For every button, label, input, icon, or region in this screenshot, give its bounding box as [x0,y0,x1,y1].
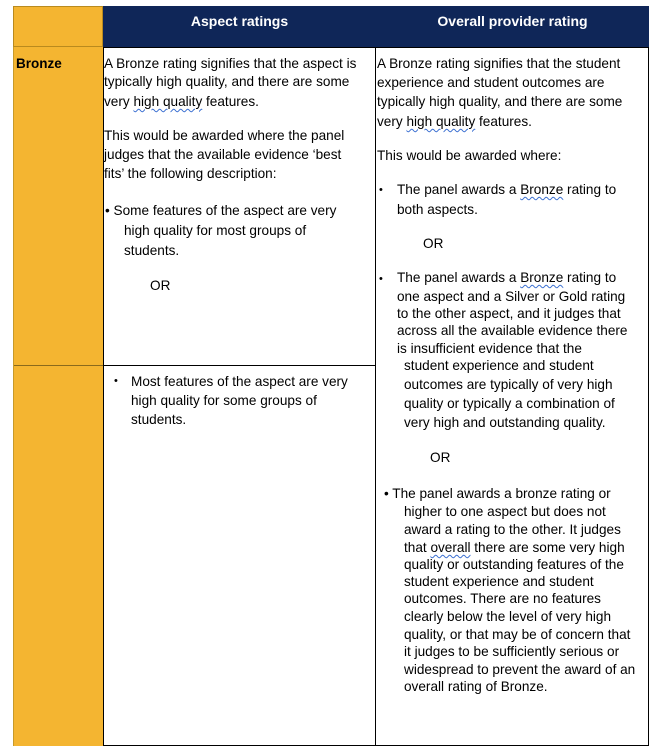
aspect-bullet2-marker: • [114,375,118,387]
overall-bullet2-marker: • [379,273,383,285]
overall-bullet1-line1-start: The panel awards a [397,182,521,197]
row-label-bronze: Bronze [16,56,62,71]
aspect-para2-line1: This would be awarded where the panel [104,128,345,143]
overall-bullet3-line9: quality, or that may be of concern that [404,627,631,642]
overall-high-quality-text: high quality [406,114,476,129]
overall-para1-line4 [377,113,532,131]
overall-para1-line4-end: features. [475,114,532,129]
overall-or-1: OR [423,236,444,251]
overall-para1-line2: experience and student outcomes are [377,75,605,90]
overall-para1-line1: A Bronze rating signifies that the student [377,56,621,71]
overall-bullet3-line5: quality or outstanding features of the [404,557,624,572]
overall-bullet3-line7: outcomes. There are no features [404,591,601,606]
aspect-bullet2-line3: students. [131,412,187,427]
overall-bullet1-bronze: Bronze [520,182,564,197]
overall-bullet3-line12: overall rating of Bronze. [404,679,548,694]
overall-para1-line4-start: very [377,114,407,129]
overall-bullet2-line7: outcomes are typically of very high [404,377,613,392]
overall-bullet2-line5: is insufficient evidence that the [397,341,582,356]
aspect-bullet2-line1: Most features of the aspect are very [131,374,348,389]
overall-bullet3-line1: • The panel awards a bronze rating or [384,486,611,501]
overall-bullet3-line11: widespread to prevent the award of an [404,662,636,677]
aspect-para1-line2: typically high quality, and there are some [104,74,350,89]
overall-bullet3-line4-start: that [404,540,431,555]
overall-bullet3-line6: student experience and student [404,574,594,589]
header-corner-cell [13,6,103,47]
label-column-divider [14,365,104,366]
aspect-bullet1-line2: high quality for most groups of [124,223,307,238]
aspect-bullet1-line1: • Some features of the aspect are very [105,203,337,218]
overall-bullet3-line8: clearly below the level of very high [404,609,612,624]
overall-bullet2-line4: across all the available evidence there [397,323,628,338]
column-divider-right [648,47,649,746]
overall-bullet2-line1-start: The panel awards a [397,270,521,285]
overall-bullet3-line2: higher to one aspect but does not [404,504,606,519]
row-label-cell [13,47,103,746]
header-aspect-ratings: Aspect ratings [190,13,289,29]
overall-para1-line3: typically high quality, and there are some [377,94,623,109]
overall-bullet3-line10: it judges to be sufficiently serious or [404,644,620,659]
overall-bullet2-line3: to the other aspect, and it judges that [397,306,621,321]
overall-bullet2-line2: one aspect and a Silver or Gold rating [397,289,626,304]
overall-bullet1-line2: both aspects. [397,202,478,217]
aspect-high-quality-text: high quality [133,94,203,109]
overall-bullet2-line1 [397,269,616,287]
aspect-bullet2-line2: high quality for some groups of [131,393,317,408]
aspect-para1-line3 [104,93,259,111]
overall-para2: This would be awarded where: [377,148,562,163]
aspect-para1-line3-start: very [104,94,134,109]
overall-bullet3-line4-end: there are some very high [470,540,625,555]
overall-bullet3-line3: award a rating to the other. It judges [404,522,621,537]
overall-bullet2-bronze: Bronze [520,270,564,285]
aspect-para1-line1: A Bronze rating signifies that the aspect is [104,56,357,71]
column-divider-2 [375,47,376,746]
aspect-row-divider [103,365,375,366]
overall-bullet1-line1-end: rating to [563,182,617,197]
overall-bullet2-line6: student experience and student [404,358,594,373]
aspect-or: OR [150,278,171,293]
aspect-para1-line3-end: features. [202,94,259,109]
table-top-border [103,47,649,48]
overall-bullet2-line9: very high and outstanding quality. [404,415,606,430]
overall-bullet2-line1-end: rating to [563,270,617,285]
overall-or-2: OR [430,450,451,465]
header-overall-provider-rating: Overall provider rating [437,13,588,29]
aspect-bullet1-line3: students. [124,243,180,258]
overall-bullet2-line8: quality or typically a combination of [404,396,615,411]
aspect-para2-line3: fits’ the following description: [104,166,277,181]
overall-bullet1-line1 [397,181,616,199]
overall-bullet3-overall: overall [430,540,471,555]
table-bottom-border [103,745,649,746]
overall-bullet3-line4 [404,539,625,557]
overall-bullet1-marker: • [379,184,383,196]
aspect-para2-line2: judges that the available evidence ‘best [104,147,342,162]
